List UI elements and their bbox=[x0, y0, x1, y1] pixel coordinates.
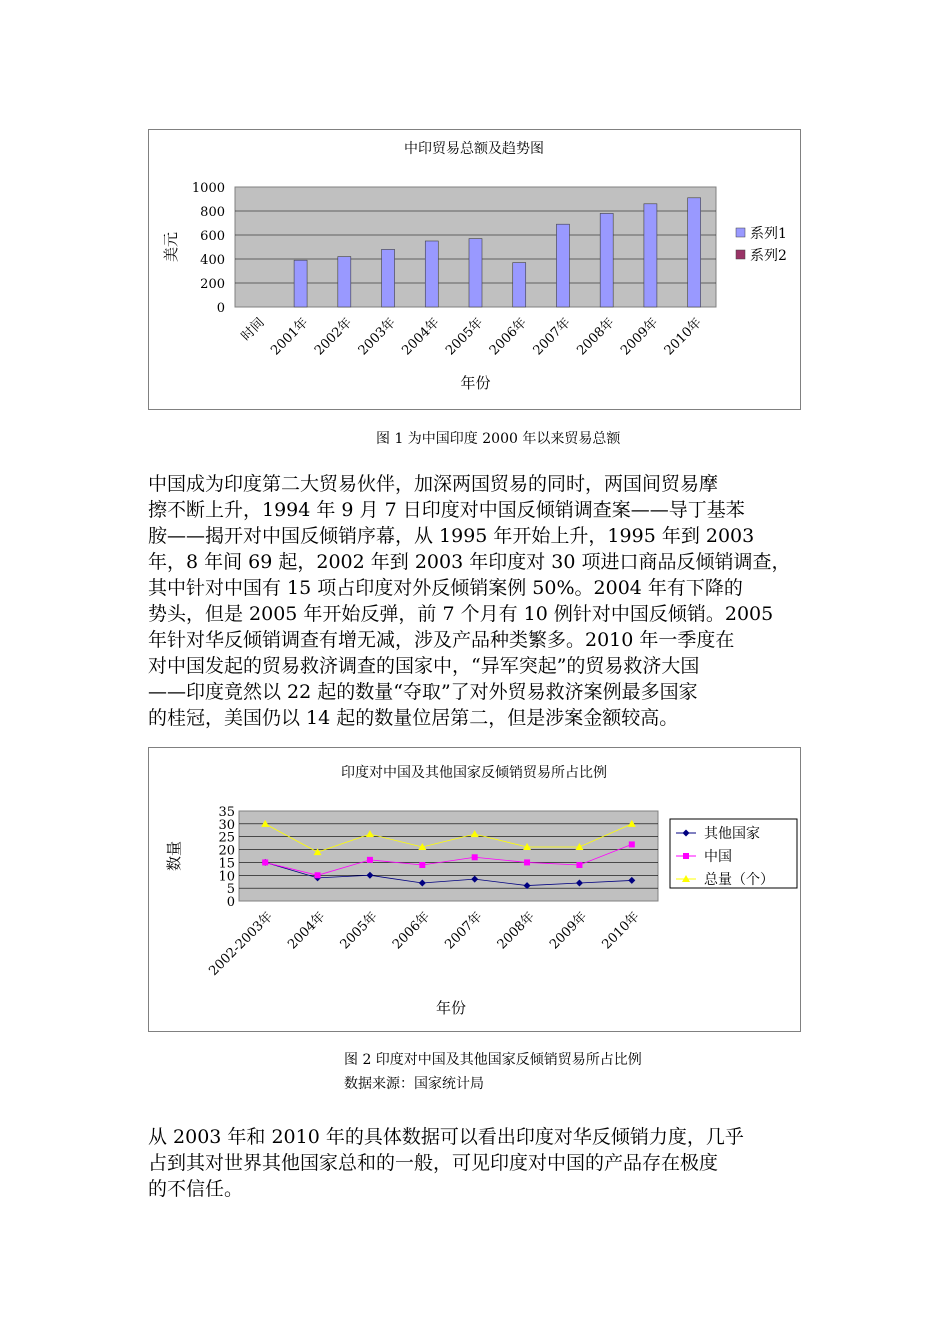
data-point bbox=[367, 857, 373, 863]
y-tick-label: 30 bbox=[218, 817, 235, 833]
paragraph-line: 的桂冠，美国仍以 14 起的数量位居第二，但是涉案金额较高。 bbox=[148, 707, 679, 729]
data-point bbox=[419, 862, 425, 868]
x-tick-label: 2008年 bbox=[574, 315, 618, 359]
x-tick-label: 2001年 bbox=[268, 315, 312, 359]
paragraph-line: ——印度竟然以 22 起的数量“夺取”了对外贸易救济案例最多国家 bbox=[148, 681, 698, 703]
bar bbox=[600, 213, 613, 307]
x-tick-label: 时间 bbox=[238, 315, 268, 345]
paragraph-1 bbox=[148, 471, 808, 731]
x-tick-label: 2007年 bbox=[530, 315, 574, 359]
data-point bbox=[576, 862, 582, 868]
legend-swatch bbox=[736, 228, 745, 237]
x-tick-label: 2007年 bbox=[442, 909, 486, 953]
y-tick-label: 200 bbox=[200, 277, 225, 292]
x-tick-label: 2005年 bbox=[337, 909, 381, 953]
x-tick-label: 2008年 bbox=[494, 909, 538, 953]
paragraph-line: 胺——揭开对中国反倾销序幕，从 1995 年开始上升，1995 年到 2003 bbox=[148, 525, 755, 547]
y-tick-label: 5 bbox=[226, 882, 235, 898]
x-tick-label: 2003年 bbox=[355, 315, 399, 359]
y-tick-label: 0 bbox=[226, 895, 235, 910]
paragraph-line: 对中国发起的贸易救济调查的国家中，“异军突起”的贸易救济大国 bbox=[148, 655, 700, 677]
y-axis-label: 数量 bbox=[165, 840, 183, 872]
bar bbox=[382, 249, 395, 307]
legend-swatch bbox=[736, 250, 745, 259]
antidumping-chart bbox=[148, 747, 801, 1032]
paragraph-2 bbox=[148, 1124, 808, 1202]
y-tick-label: 15 bbox=[218, 856, 235, 872]
antidumping-chart-svg bbox=[149, 748, 800, 1031]
y-tick-label: 800 bbox=[200, 205, 225, 220]
legend-label: 总量（个） bbox=[704, 872, 774, 888]
x-axis-label: 年份 bbox=[435, 999, 467, 1017]
bar bbox=[338, 257, 351, 307]
x-tick-label: 2006年 bbox=[389, 909, 434, 953]
legend-label: 系列2 bbox=[750, 248, 787, 264]
x-tick-label: 2009年 bbox=[547, 909, 591, 953]
y-tick-label: 1000 bbox=[191, 181, 225, 196]
data-point bbox=[629, 841, 635, 847]
data-point bbox=[315, 872, 321, 878]
y-tick-label: 25 bbox=[218, 830, 235, 846]
data-source-note: 数据来源：国家统计局 bbox=[344, 1076, 484, 1092]
paragraph-line: 势头，但是 2005 年开始反弹，前 7 个月有 10 例针对中国反倾销。2005 bbox=[148, 603, 774, 625]
data-point bbox=[262, 859, 268, 865]
legend-label: 中国 bbox=[704, 849, 732, 865]
y-tick-label: 0 bbox=[216, 301, 225, 316]
chart-title: 中印贸易总额及趋势图 bbox=[404, 141, 544, 157]
bar bbox=[644, 204, 657, 307]
chart-title: 印度对中国及其他国家反倾销贸易所占比例 bbox=[341, 765, 607, 781]
trade-total-chart-svg bbox=[149, 130, 800, 409]
bar bbox=[425, 241, 438, 307]
figure2-caption: 图 2 印度对中国及其他国家反倾销贸易所占比例 bbox=[344, 1052, 642, 1068]
paragraph-line: 年针对华反倾销调查有增无减，涉及产品种类繁多。2010 年一季度在 bbox=[148, 629, 735, 651]
bar bbox=[294, 260, 307, 307]
x-tick-label: 2004年 bbox=[399, 315, 443, 359]
bar bbox=[513, 263, 526, 307]
paragraph-line: 年，8 年间 69 起，2002 年到 2003 年印度对 30 项进口商品反倾销调查， bbox=[148, 551, 791, 573]
x-axis-label: 年份 bbox=[460, 374, 491, 392]
data-point bbox=[524, 859, 530, 865]
paragraph-line: 的不信任。 bbox=[148, 1178, 244, 1200]
paragraph-line: 其中针对中国有 15 项占印度对外反倾销案例 50%。2004 年有下降的 bbox=[148, 577, 743, 599]
x-tick-label: 2002年 bbox=[311, 315, 356, 359]
data-point bbox=[472, 854, 478, 860]
plot-area bbox=[239, 811, 658, 901]
trade-total-chart bbox=[148, 129, 801, 410]
legend-label: 其他国家 bbox=[704, 826, 760, 842]
y-tick-label: 10 bbox=[218, 869, 235, 885]
bar bbox=[688, 198, 701, 307]
paragraph-line: 擦不断上升，1994 年 9 月 7 日印度对中国反倾销调查案——导丁基苯 bbox=[148, 499, 745, 521]
paragraph-line: 从 2003 年和 2010 年的具体数据可以看出印度对华反倾销力度，几乎 bbox=[148, 1126, 744, 1148]
x-tick-label: 2009年 bbox=[618, 315, 662, 359]
legend-label: 系列1 bbox=[750, 226, 787, 242]
bar bbox=[469, 239, 482, 307]
bar bbox=[556, 224, 569, 307]
x-tick-label: 2010年 bbox=[661, 315, 705, 359]
y-tick-label: 400 bbox=[200, 253, 225, 268]
y-axis-label: 美元 bbox=[162, 231, 180, 263]
y-tick-label: 20 bbox=[218, 843, 235, 859]
x-tick-label: 2010年 bbox=[599, 909, 643, 953]
y-tick-label: 35 bbox=[218, 805, 235, 820]
x-tick-label: 2002-2003年 bbox=[206, 909, 277, 979]
x-tick-label: 2006年 bbox=[486, 315, 531, 359]
data-point bbox=[683, 853, 689, 859]
x-tick-label: 2004年 bbox=[285, 909, 329, 953]
paragraph-line: 中国成为印度第二大贸易伙伴，加深两国贸易的同时，两国间贸易摩 bbox=[148, 473, 719, 495]
paragraph-line: 占到其对世界其他国家总和的一般，可见印度对中国的产品存在极度 bbox=[148, 1152, 719, 1174]
y-tick-label: 600 bbox=[200, 229, 225, 244]
figure1-caption: 图 1 为中国印度 2000 年以来贸易总额 bbox=[376, 431, 621, 447]
x-tick-label: 2005年 bbox=[443, 315, 487, 359]
